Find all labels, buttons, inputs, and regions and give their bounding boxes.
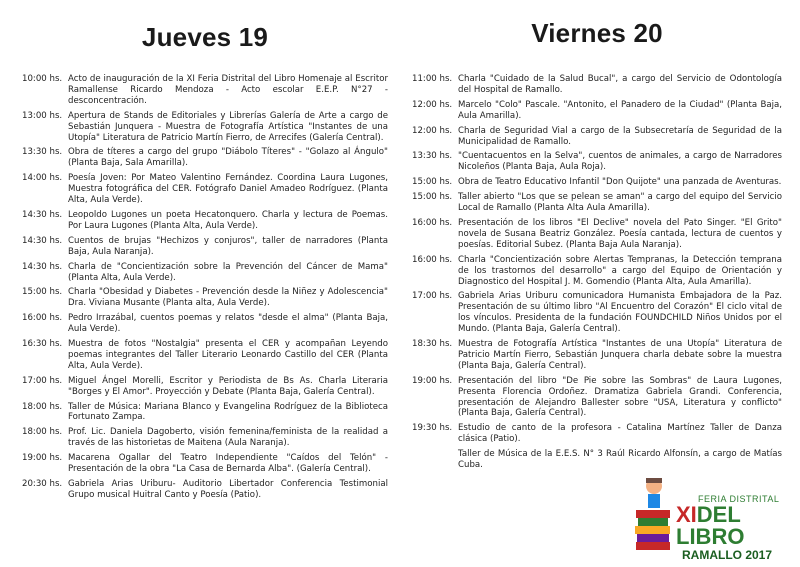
event-description: Charla de Seguridad Vial a cargo de la Subsecretaría de Seguridad de la Municipalidad de Ramallo. bbox=[458, 125, 782, 147]
event-time: 15:00 hs. bbox=[412, 192, 453, 203]
event-time: 18:00 hs. bbox=[22, 427, 63, 438]
event-description: Charla de "Concientización sobre la Prevención del Cáncer de Mama" (Planta Alta, Aula Verde). bbox=[68, 261, 388, 283]
event-row bbox=[412, 376, 782, 420]
event-row bbox=[22, 427, 388, 449]
event-time: 12:00 hs. bbox=[412, 125, 453, 136]
event-time: 16:30 hs. bbox=[22, 339, 63, 350]
event-description: Taller abierto "Los que se pelean se aman" a cargo del equipo del Servicio Local de Ramallo (Planta Alta Aula Amarilla). bbox=[458, 192, 782, 214]
event-description: Apertura de Stands de Editoriales y Librerías Galería de Arte a cargo de Sebastián Junquera - Muestra de Fotografía Artística "Instantes de una Utopía" Literatura de Patricio Martín Fierro, de Arrecifes (Galería Central). bbox=[68, 110, 388, 143]
event-description: Taller de Música: Mariana Blanco y Evangelina Rodríguez de la Biblioteca Fortunato Zampa. bbox=[68, 401, 388, 423]
event-row bbox=[22, 262, 388, 284]
event-description: Prof. Lic. Daniela Dagoberto, visión femenina/feminista de la realidad a través de las historietas de Maitena (Aula Naranja). bbox=[68, 427, 388, 449]
event-description: Obra de Teatro Educativo Infantil "Don Quijote" una panzada de Aventuras. bbox=[458, 177, 782, 188]
event-row bbox=[22, 453, 388, 475]
day-title-viernes: Viernes 20 bbox=[531, 18, 663, 48]
event-row bbox=[412, 100, 782, 122]
event-time: 11:00 hs. bbox=[412, 74, 453, 84]
event-time: 19:00 hs. bbox=[412, 375, 453, 386]
event-time: 14:30 hs. bbox=[22, 261, 63, 272]
event-row bbox=[22, 287, 388, 309]
event-description: Muestra de Fotografía Artística "Instantes de una Utopía" Literatura de Patricio Martín Fierro, Sebastián Junquera charla debate sobre la muestra (Planta Baja, Galería Central). bbox=[458, 339, 782, 371]
event-description: Pedro Irrazábal, cuentos poemas y relatos "desde el alma" (Planta Baja, Aula Verde). bbox=[68, 313, 388, 335]
logo-text bbox=[676, 494, 786, 562]
event-time: 14:30 hs. bbox=[22, 235, 63, 246]
event-description: Miguel Ángel Morelli, Escritor y Periodista de Bs As. Charla Literaria "Borges y El Amor". Proyección y Debate (Planta Baja, Galería Central). bbox=[68, 375, 388, 397]
event-row bbox=[22, 74, 388, 107]
event-description: Charla "Obesidad y Diabetes - Prevención desde la Niñez y Adolescencia" Dra. Viviana Musante (Planta alta, Aula Verde). bbox=[68, 287, 388, 309]
event-row bbox=[412, 218, 782, 251]
logo-feria-distrital: FERIA DISTRITAL bbox=[698, 494, 780, 504]
logo-ramallo-2017: RAMALLO 2017 bbox=[682, 548, 773, 562]
day-title-jueves: Jueves 19 bbox=[141, 22, 269, 52]
event-description: Leopoldo Lugones un poeta Hecatonquero. Charla y lectura de Poemas. Por Laura Lugones (Planta Alta, Aula Verde). bbox=[68, 209, 388, 231]
event-row bbox=[22, 210, 388, 232]
event-time: 20:30 hs. bbox=[22, 479, 63, 489]
event-row bbox=[22, 236, 388, 258]
event-time: 15:00 hs. bbox=[22, 287, 63, 298]
event-time: 14:00 hs. bbox=[22, 173, 63, 184]
event-description: Marcelo "Colo" Pascale. "Antonito, el Panadero de la Ciudad" (Planta Baja, Aula Amarilla). bbox=[458, 99, 782, 121]
feria-logo bbox=[632, 466, 782, 562]
event-description: Presentación de los libros "El Declive" novela del Pato Singer. "El Grito" novela de Susana Beatriz González. Poesía cantada, lectura de cuentos y poesías. Editorial Subez. (Planta Baja Aula Naranja). bbox=[458, 217, 782, 250]
event-time: 15:00 hs. bbox=[412, 177, 453, 188]
event-row bbox=[22, 173, 388, 206]
event-time: 17:00 hs. bbox=[412, 291, 453, 302]
event-time: 16:00 hs. bbox=[22, 313, 63, 324]
event-row bbox=[22, 402, 388, 424]
event-row bbox=[412, 74, 782, 96]
event-row bbox=[412, 255, 782, 288]
event-time: 16:00 hs. bbox=[412, 254, 453, 265]
event-time: 19:30 hs. bbox=[412, 423, 453, 434]
event-row bbox=[412, 192, 782, 214]
event-description: Presentación del libro "De Pie sobre las Sombras" de Laura Lugones, Presenta Florencia Ordoñez. Dramatiza Gabriela Grandi. Conferencia, presentación de Alejandro Ballester sobre "USA, Literatura y conflicto" (Planta Baja, Galería Central). bbox=[458, 375, 782, 419]
logo-del-libro-text: DEL LIBRO bbox=[676, 502, 745, 549]
event-description: "Cuentacuentos en la Selva", cuentos de animales, a cargo de Narradores Nicoleños (Planta Baja, Aula Roja). bbox=[458, 151, 782, 173]
event-row bbox=[22, 339, 388, 372]
event-description: Gabriela Arias Uriburu- Auditorio Libertador Conferencia Testimonial Grupo musical Huitral Canto y Poesía (Patio). bbox=[68, 479, 388, 500]
event-row bbox=[22, 313, 388, 335]
event-description: Estudio de canto de la profesora - Catalina Martínez Taller de Danza clásica (Patio). bbox=[458, 423, 782, 445]
event-row bbox=[22, 479, 388, 501]
event-time: 12:00 hs. bbox=[412, 99, 453, 110]
jueves-column bbox=[22, 0, 388, 505]
event-row bbox=[22, 376, 388, 398]
event-row bbox=[412, 423, 782, 445]
event-row bbox=[412, 126, 782, 148]
event-time: 18:30 hs. bbox=[412, 339, 453, 350]
event-time: 10:00 hs. bbox=[22, 74, 63, 84]
event-description: Taller de Música de la E.E.S. N° 3 Raúl Ricardo Alfonsín, a cargo de Matías Cuba. bbox=[458, 449, 782, 471]
viernes-event-list bbox=[412, 74, 782, 471]
event-time: 14:30 hs. bbox=[22, 209, 63, 220]
event-description: Charla "Concientización sobre Alertas Tempranas, la Detección temprana de los trastornos del desarrollo" a cargo del Equipo de Orientación y Diagnostico del Hospital J. M. Gomendio (Planta Alta, Aula Amarilla). bbox=[458, 254, 782, 287]
book-stack-icon bbox=[632, 474, 672, 554]
viernes-column bbox=[412, 0, 782, 475]
event-time: 13:30 hs. bbox=[412, 151, 453, 162]
event-time: 13:00 hs. bbox=[22, 110, 63, 121]
event-row bbox=[22, 147, 388, 169]
event-row bbox=[412, 177, 782, 188]
event-description: Acto de inauguración de la XI Feria Distrital del Libro Homenaje al Escritor Ramallense Ricardo Mendoza - Acto escolar E.E.P. N°27 - desconcentración. bbox=[68, 74, 388, 106]
event-description: Poesía Joven: Por Mateo Valentino Fernández. Coordina Laura Lugones, Muestra fotográfica del CER. Fotógrafo Daniel Amadeo Rodríguez. (Planta Alta, Aula Verde). bbox=[68, 173, 388, 206]
logo-roman-numeral: XI bbox=[676, 502, 697, 527]
event-row bbox=[22, 111, 388, 144]
event-description: Charla "Cuidado de la Salud Bucal", a cargo del Servicio de Odontología del Hospital de Ramallo. bbox=[458, 74, 782, 95]
event-time: 18:00 hs. bbox=[22, 401, 63, 412]
event-row bbox=[412, 291, 782, 335]
event-row bbox=[412, 151, 782, 173]
event-row bbox=[412, 339, 782, 372]
event-time: 16:00 hs. bbox=[412, 217, 453, 228]
event-description: Muestra de fotos "Nostalgia" presenta el CER y acompañan Leyendo poemas integrantes del Taller Literario Leonardo Castillo del CER (Planta Alta, Aula Verde). bbox=[68, 339, 388, 371]
event-description: Macarena Ogallar del Teatro Independiente "Caídos del Telón" - Presentación de la obra "La Casa de Bernarda Alba". (Galería Central). bbox=[68, 453, 388, 475]
event-time: 19:00 hs. bbox=[22, 453, 63, 464]
event-time: 13:30 hs. bbox=[22, 147, 63, 158]
event-description: Cuentos de brujas "Hechizos y conjuros", taller de narradores (Planta Baja, Aula Naranja). bbox=[68, 235, 388, 257]
logo-del-libro bbox=[676, 504, 786, 548]
jueves-event-list bbox=[22, 74, 388, 501]
event-description: Gabriela Arias Uriburu comunicadora Humanista Embajadora de la Paz. Presentación de su último libro "Al Encuentro del Corazón" El ciclo vital de los vínculos. Presidenta de la fundación FOUNDCHILD Niños Unidos por el Mundo. (Planta Baja, Galería Central). bbox=[458, 291, 782, 335]
event-time: 17:00 hs. bbox=[22, 375, 63, 386]
event-description: Obra de títeres a cargo del grupo "Diábolo Títeres" - "Golazo al Ángulo" (Planta Baja, Sala Amarilla). bbox=[68, 147, 388, 169]
